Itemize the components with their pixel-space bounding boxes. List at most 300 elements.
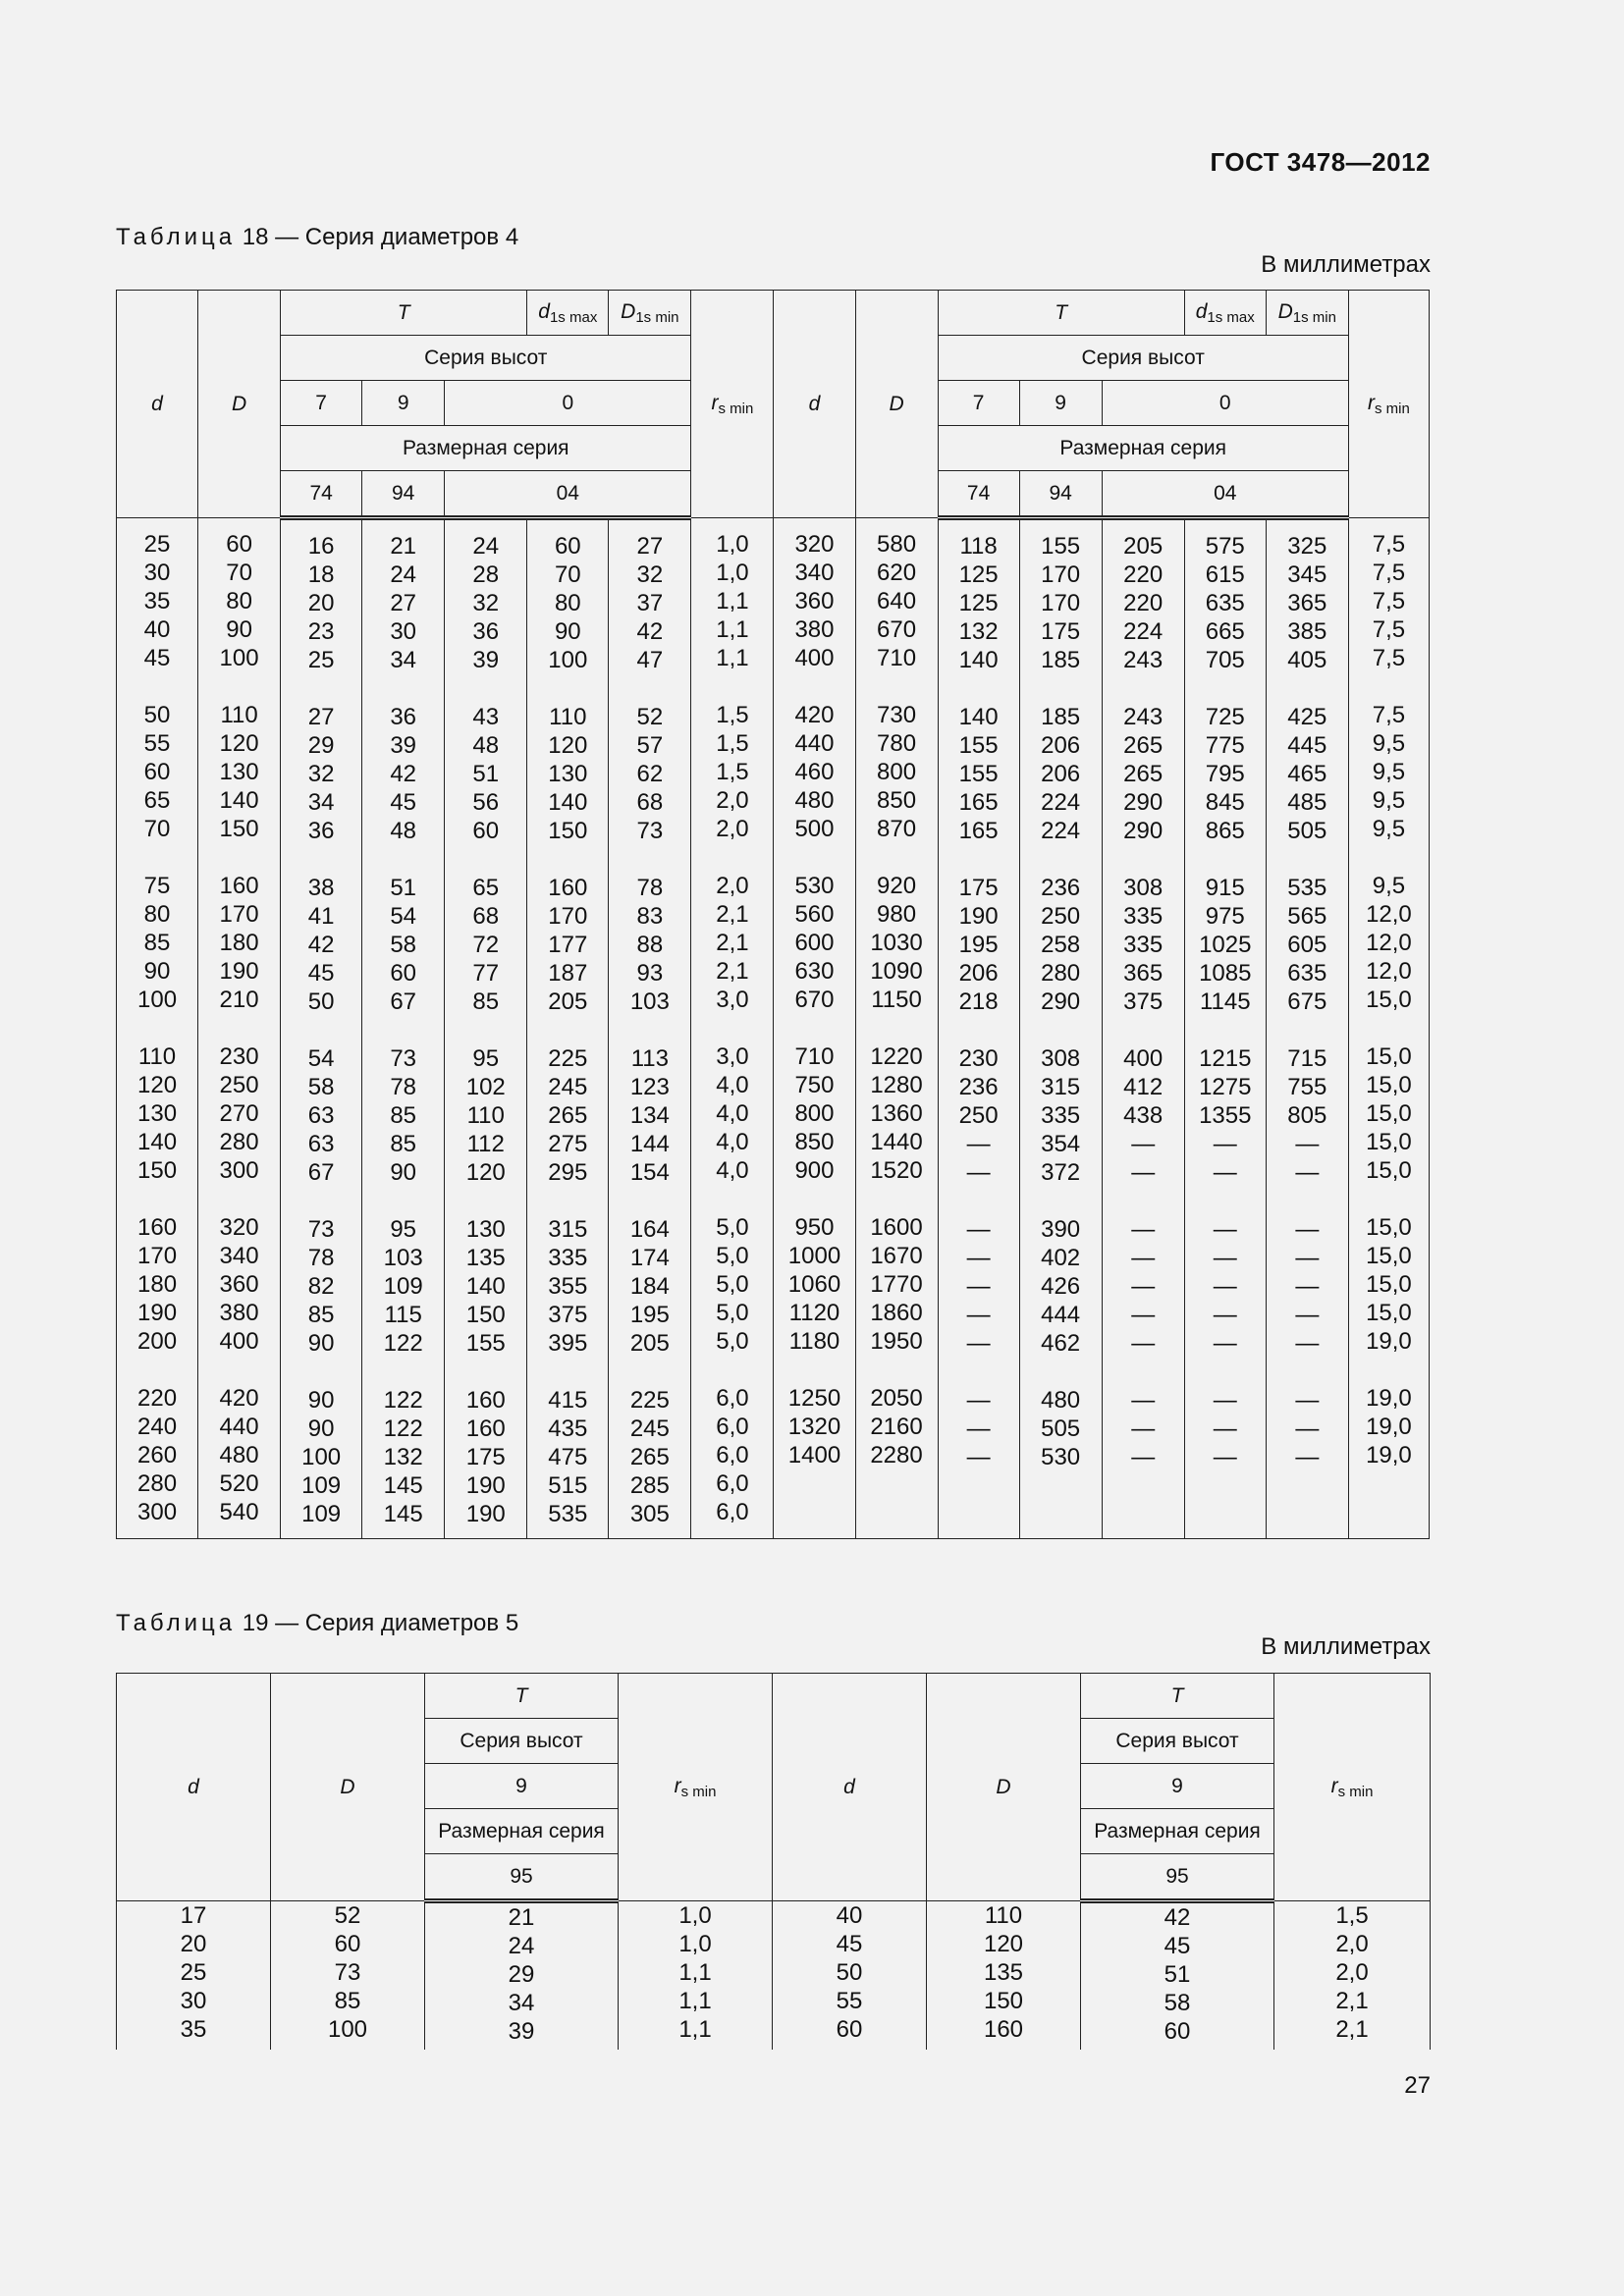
table-cell: 300 bbox=[137, 1499, 178, 1525]
table-cell: 57 bbox=[636, 732, 664, 759]
table-cell: 130 bbox=[137, 1100, 178, 1127]
table-cell: 620 bbox=[877, 560, 917, 586]
table-cell: 110 bbox=[220, 702, 258, 728]
table-cell: 505 bbox=[1287, 818, 1327, 844]
col-header-D: D bbox=[198, 291, 281, 518]
table-cell: 85 bbox=[390, 1131, 417, 1157]
t19-col-header-d-right: d bbox=[773, 1674, 927, 1901]
table-cell: 25 bbox=[307, 647, 335, 673]
table-cell: 130 bbox=[219, 759, 259, 785]
table-cell: 132 bbox=[383, 1444, 423, 1470]
table-cell: 35 bbox=[180, 2016, 207, 2043]
table-cell: 535 bbox=[548, 1501, 588, 1527]
table-cell: 165 bbox=[958, 818, 999, 844]
table-18 bbox=[116, 290, 1430, 1539]
t19-right-col-2 bbox=[1081, 1901, 1274, 2051]
table-cell: 2,1 bbox=[1335, 1988, 1369, 2014]
table-cell: 109 bbox=[301, 1472, 342, 1499]
table-cell: 220 bbox=[1123, 561, 1164, 588]
table-cell: 4,0 bbox=[716, 1100, 749, 1127]
table-cell: 9,5 bbox=[1372, 787, 1406, 814]
table-cell: 206 bbox=[958, 960, 999, 987]
table-cell: 15,0 bbox=[1366, 1100, 1412, 1127]
table-cell: 1,5 bbox=[716, 702, 749, 728]
table-cell: 130 bbox=[465, 1216, 506, 1243]
table-cell: 210 bbox=[219, 987, 259, 1013]
table-cell: 30 bbox=[180, 1988, 207, 2014]
height-series-7: 7 bbox=[281, 381, 362, 426]
table-cell: 120 bbox=[137, 1072, 178, 1098]
table-cell: 24 bbox=[390, 561, 417, 588]
table-cell: 335 bbox=[1123, 932, 1164, 958]
table-cell: 265 bbox=[629, 1444, 670, 1470]
table-cell: 12,0 bbox=[1366, 930, 1412, 956]
table-cell: 135 bbox=[465, 1245, 506, 1271]
table-cell: — bbox=[1213, 1415, 1237, 1442]
table-cell: 600 bbox=[794, 930, 835, 956]
table-cell: 6,0 bbox=[716, 1442, 749, 1468]
table-cell: — bbox=[1295, 1245, 1320, 1271]
table-cell: 1860 bbox=[870, 1300, 923, 1326]
table-cell: 540 bbox=[219, 1499, 259, 1525]
table-cell: 385 bbox=[1287, 618, 1327, 645]
height-series-header-right: Серия высот bbox=[938, 336, 1348, 381]
table-cell: 125 bbox=[958, 561, 999, 588]
table-cell: 28 bbox=[472, 561, 500, 588]
table-cell: 132 bbox=[958, 618, 999, 645]
table-cell: 475 bbox=[548, 1444, 588, 1470]
table-cell: 1280 bbox=[870, 1072, 923, 1098]
table-cell: 184 bbox=[629, 1273, 670, 1300]
table-cell: 480 bbox=[1041, 1387, 1081, 1414]
t18-right-col-1 bbox=[855, 518, 938, 1539]
table-cell: 80 bbox=[143, 901, 171, 928]
table-cell: 85 bbox=[334, 1988, 361, 2014]
table-cell: 58 bbox=[1164, 1990, 1191, 2016]
table-cell: — bbox=[1213, 1131, 1237, 1157]
table-cell: 60 bbox=[334, 1931, 361, 1957]
table-cell: 225 bbox=[548, 1045, 588, 1072]
col-header-d-right: d bbox=[774, 291, 855, 518]
table-cell: 90 bbox=[554, 618, 581, 645]
table-cell: 170 bbox=[137, 1243, 178, 1269]
table-cell: 20 bbox=[180, 1931, 207, 1957]
table-cell: 530 bbox=[1041, 1444, 1081, 1470]
table-cell: 175 bbox=[465, 1444, 506, 1470]
table-cell: 7,5 bbox=[1372, 702, 1406, 728]
table-cell: 850 bbox=[794, 1129, 835, 1155]
table-cell: 1085 bbox=[1199, 960, 1252, 987]
table-cell: 218 bbox=[958, 988, 999, 1015]
table-cell: 110 bbox=[984, 1902, 1023, 1929]
table-cell: — bbox=[1213, 1273, 1237, 1300]
table-cell: 975 bbox=[1205, 903, 1245, 930]
table-cell: 145 bbox=[383, 1472, 423, 1499]
table-cell: 780 bbox=[877, 730, 917, 757]
table-cell: 7,5 bbox=[1372, 560, 1406, 586]
table-cell: 1,1 bbox=[678, 1959, 712, 1986]
table-cell: 2,1 bbox=[716, 930, 749, 956]
size-series-header-right: Размерная серия bbox=[938, 426, 1348, 471]
table-cell: — bbox=[1295, 1216, 1320, 1243]
t18-right-col-0 bbox=[774, 518, 855, 1539]
table-cell: 325 bbox=[1287, 533, 1327, 560]
t18-left-col-2 bbox=[281, 518, 362, 1539]
table-cell: 27 bbox=[307, 704, 335, 730]
table-cell: 180 bbox=[137, 1271, 178, 1298]
table-cell: 280 bbox=[137, 1470, 178, 1497]
t19-col-header-D-right: D bbox=[927, 1674, 1081, 1901]
table-cell: 1145 bbox=[1199, 988, 1251, 1015]
t19-right-col-0 bbox=[773, 1901, 927, 2051]
table-cell: 18 bbox=[307, 561, 335, 588]
table-cell: — bbox=[966, 1131, 991, 1157]
table-cell: 340 bbox=[794, 560, 835, 586]
table-cell: 1520 bbox=[870, 1157, 923, 1184]
table-cell: 190 bbox=[219, 958, 259, 985]
table-cell: 109 bbox=[383, 1273, 423, 1300]
table-cell: 5,0 bbox=[716, 1243, 749, 1269]
table-cell: — bbox=[1131, 1387, 1156, 1414]
table-cell: 112 bbox=[466, 1131, 505, 1157]
page-number: 27 bbox=[1404, 2072, 1431, 2099]
table-cell: 27 bbox=[636, 533, 664, 560]
table-cell: 400 bbox=[794, 645, 835, 671]
height-series-0-right: 0 bbox=[1102, 381, 1348, 426]
table-cell: 380 bbox=[794, 616, 835, 643]
size-series-74-right: 74 bbox=[938, 471, 1019, 518]
table-cell: 300 bbox=[219, 1157, 259, 1184]
table-cell: 1120 bbox=[788, 1300, 840, 1326]
table-cell: 6,0 bbox=[716, 1385, 749, 1412]
col-header-d: d bbox=[117, 291, 198, 518]
table-cell: 80 bbox=[226, 588, 252, 614]
table-cell: — bbox=[1213, 1302, 1237, 1328]
table-cell: — bbox=[1131, 1131, 1156, 1157]
table-cell: 16 bbox=[307, 533, 335, 560]
table-cell: 4,0 bbox=[716, 1129, 749, 1155]
table-cell: 205 bbox=[548, 988, 588, 1015]
table-cell: 78 bbox=[390, 1074, 417, 1100]
table-cell: 160 bbox=[465, 1415, 506, 1442]
table-cell: 345 bbox=[1287, 561, 1327, 588]
col-header-T: T bbox=[281, 291, 527, 336]
table-cell: 2,0 bbox=[716, 787, 749, 814]
table-cell: 360 bbox=[219, 1271, 259, 1298]
table-cell: 9,5 bbox=[1372, 816, 1406, 842]
table-cell: 155 bbox=[465, 1330, 506, 1357]
table-cell: 1,5 bbox=[1335, 1902, 1369, 1929]
table-cell: 950 bbox=[794, 1214, 835, 1241]
table-cell: 100 bbox=[219, 645, 259, 671]
table-19-units: В миллиметрах bbox=[1261, 1633, 1431, 1660]
table-cell: 438 bbox=[1123, 1102, 1164, 1129]
t18-right-col-4 bbox=[1102, 518, 1184, 1539]
height-series-header: Серия высот bbox=[281, 336, 691, 381]
table-cell: 110 bbox=[137, 1043, 177, 1070]
t18-left-col-1 bbox=[198, 518, 281, 1539]
table-cell: 485 bbox=[1287, 789, 1327, 816]
table-cell: 34 bbox=[307, 789, 335, 816]
table-cell: 51 bbox=[1164, 1961, 1191, 1988]
height-series-7-right: 7 bbox=[938, 381, 1019, 426]
table-cell: 480 bbox=[219, 1442, 259, 1468]
table-cell: 95 bbox=[390, 1216, 417, 1243]
table-cell: 185 bbox=[1041, 647, 1081, 673]
table-cell: 50 bbox=[836, 1959, 863, 1986]
table-cell: 73 bbox=[390, 1045, 417, 1072]
t18-left-col-3 bbox=[362, 518, 445, 1539]
table-cell: — bbox=[1131, 1444, 1156, 1470]
standard-designation: ГОСТ 3478—2012 bbox=[1210, 147, 1431, 177]
table-cell: 280 bbox=[1041, 960, 1081, 987]
table-cell: 1950 bbox=[870, 1328, 923, 1355]
table-cell: 390 bbox=[1041, 1216, 1081, 1243]
height-series-9-right: 9 bbox=[1019, 381, 1102, 426]
table-cell: 170 bbox=[1041, 561, 1081, 588]
table-cell: 73 bbox=[307, 1216, 335, 1243]
table-cell: 80 bbox=[554, 590, 581, 616]
table-cell: 154 bbox=[629, 1159, 670, 1186]
table-cell: 100 bbox=[548, 647, 588, 673]
col-header-D1s-min: $D_{1s min}$ bbox=[609, 291, 691, 336]
table-cell: 2,0 bbox=[716, 816, 749, 842]
table-cell: 290 bbox=[1123, 818, 1164, 844]
table-cell: 335 bbox=[1041, 1102, 1081, 1129]
table-cell: 118 bbox=[959, 533, 998, 560]
table-cell: 42 bbox=[307, 932, 335, 958]
table-cell: 1180 bbox=[788, 1328, 840, 1355]
table-cell: 72 bbox=[472, 932, 500, 958]
table-cell: 90 bbox=[226, 616, 252, 643]
table-cell: 67 bbox=[307, 1159, 335, 1186]
table-cell: 220 bbox=[137, 1385, 178, 1412]
col-header-rs-min: $r_{s min}$ bbox=[691, 291, 774, 518]
table-cell: 5,0 bbox=[716, 1300, 749, 1326]
table-cell: 39 bbox=[472, 647, 500, 673]
table-cell: 2,1 bbox=[1335, 2016, 1369, 2043]
table-cell: 100 bbox=[137, 987, 178, 1013]
table-cell: 465 bbox=[1287, 761, 1327, 787]
table-cell: 4,0 bbox=[716, 1157, 749, 1184]
table-cell: 380 bbox=[219, 1300, 259, 1326]
t18-right-col-7 bbox=[1348, 518, 1429, 1539]
table-cell: 243 bbox=[1123, 704, 1164, 730]
table-cell: 32 bbox=[472, 590, 500, 616]
table-cell: 710 bbox=[877, 645, 917, 671]
table-cell: 60 bbox=[143, 759, 171, 785]
table-cell: 130 bbox=[548, 761, 588, 787]
col-header-rs-min-right: $r_{s min}$ bbox=[1348, 291, 1429, 518]
table-cell: 85 bbox=[143, 930, 171, 956]
table-cell: 340 bbox=[219, 1243, 259, 1269]
t18-left-col-6 bbox=[609, 518, 691, 1539]
t19-col-header-d: d bbox=[117, 1674, 271, 1901]
table-cell: 90 bbox=[307, 1330, 335, 1357]
table-cell: 426 bbox=[1041, 1273, 1081, 1300]
table-cell: 12,0 bbox=[1366, 901, 1412, 928]
table-cell: 15,0 bbox=[1366, 1271, 1412, 1298]
table-cell: 68 bbox=[636, 789, 664, 816]
table-cell: 335 bbox=[1123, 903, 1164, 930]
table-19 bbox=[116, 1673, 1431, 2050]
table-cell: 134 bbox=[629, 1102, 670, 1129]
table-cell: 915 bbox=[1205, 875, 1245, 901]
table-cell: 42 bbox=[636, 618, 664, 645]
table-cell: 135 bbox=[983, 1959, 1024, 1986]
height-series-0: 0 bbox=[445, 381, 691, 426]
table-cell: 164 bbox=[629, 1216, 670, 1243]
table-cell: 1,0 bbox=[678, 1902, 712, 1929]
table-cell: 1060 bbox=[787, 1271, 841, 1298]
table-cell: 15,0 bbox=[1366, 1157, 1412, 1184]
table-cell: 320 bbox=[219, 1214, 259, 1241]
table-cell: 1,0 bbox=[716, 531, 749, 558]
table-18-title-prefix: Таблица bbox=[116, 224, 237, 250]
table-cell: — bbox=[966, 1415, 991, 1442]
table-cell: 6,0 bbox=[716, 1470, 749, 1497]
col-header-d1s-max-right: $d_{1s max}$ bbox=[1184, 291, 1266, 336]
table-cell: 140 bbox=[465, 1273, 506, 1300]
table-cell: 375 bbox=[1123, 988, 1164, 1015]
col-header-D1s-min-right: $D_{1s min}$ bbox=[1266, 291, 1348, 336]
table-cell: 60 bbox=[226, 531, 252, 558]
table-cell: 800 bbox=[877, 759, 917, 785]
table-cell: 365 bbox=[1123, 960, 1164, 987]
table-cell: 70 bbox=[226, 560, 252, 586]
t19-size-series-95: 95 bbox=[425, 1854, 619, 1901]
table-cell: 1400 bbox=[787, 1442, 841, 1468]
table-cell: 795 bbox=[1205, 761, 1245, 787]
table-cell: 29 bbox=[307, 732, 335, 759]
table-cell: 56 bbox=[472, 789, 500, 816]
table-cell: 308 bbox=[1041, 1045, 1081, 1072]
table-cell: 122 bbox=[383, 1330, 423, 1357]
table-cell: 605 bbox=[1287, 932, 1327, 958]
table-cell: 144 bbox=[629, 1131, 670, 1157]
table-cell: 980 bbox=[877, 901, 917, 928]
table-cell: 865 bbox=[1205, 818, 1245, 844]
table-cell: 24 bbox=[472, 533, 500, 560]
table-cell: 41 bbox=[307, 903, 335, 930]
table-cell: 36 bbox=[307, 818, 335, 844]
t19-size-series-95-right: 95 bbox=[1081, 1854, 1274, 1901]
table-cell: — bbox=[1295, 1131, 1320, 1157]
table-cell: 285 bbox=[629, 1472, 670, 1499]
table-cell: 195 bbox=[958, 932, 999, 958]
table-cell: 245 bbox=[548, 1074, 588, 1100]
table-cell: 462 bbox=[1041, 1330, 1081, 1357]
table-cell: 775 bbox=[1205, 732, 1245, 759]
table-cell: 85 bbox=[390, 1102, 417, 1129]
table-cell: 140 bbox=[548, 789, 588, 816]
table-cell: 48 bbox=[390, 818, 417, 844]
table-cell: 335 bbox=[548, 1245, 588, 1271]
table-cell: 800 bbox=[794, 1100, 835, 1127]
table-cell: 190 bbox=[465, 1472, 506, 1499]
table-cell: 170 bbox=[1041, 590, 1081, 616]
table-cell: 2,0 bbox=[716, 873, 749, 899]
table-cell: 12,0 bbox=[1366, 958, 1412, 985]
table-cell: 6,0 bbox=[716, 1499, 749, 1525]
table-cell: 15,0 bbox=[1366, 1043, 1412, 1070]
table-cell: 440 bbox=[794, 730, 835, 757]
table-cell: 1090 bbox=[870, 958, 923, 985]
table-cell: — bbox=[1131, 1302, 1156, 1328]
table-cell: 160 bbox=[983, 2016, 1024, 2043]
table-cell: 530 bbox=[794, 873, 835, 899]
table-cell: 29 bbox=[508, 1961, 535, 1988]
table-cell: 15,0 bbox=[1366, 1072, 1412, 1098]
table-cell: 372 bbox=[1041, 1159, 1081, 1186]
table-cell: 5,0 bbox=[716, 1271, 749, 1298]
table-cell: 3,0 bbox=[716, 987, 749, 1013]
table-cell: 68 bbox=[472, 903, 500, 930]
table-cell: — bbox=[1295, 1159, 1320, 1186]
table-cell: — bbox=[1213, 1216, 1237, 1243]
table-cell: 2280 bbox=[870, 1442, 923, 1468]
table-cell: 109 bbox=[301, 1501, 342, 1527]
table-19-title bbox=[116, 1610, 518, 1637]
table-cell: 34 bbox=[508, 1990, 535, 2016]
table-cell: 565 bbox=[1287, 903, 1327, 930]
table-cell: 420 bbox=[794, 702, 835, 728]
size-series-04: 04 bbox=[445, 471, 691, 518]
table-cell: — bbox=[1213, 1330, 1237, 1357]
table-cell: 39 bbox=[390, 732, 417, 759]
table-cell: 70 bbox=[143, 816, 171, 842]
table-cell: 58 bbox=[390, 932, 417, 958]
table-cell: 140 bbox=[137, 1129, 178, 1155]
table-cell: — bbox=[1295, 1387, 1320, 1414]
table-cell: 15,0 bbox=[1366, 1129, 1412, 1155]
table-cell: 67 bbox=[390, 988, 417, 1015]
table-cell: 280 bbox=[219, 1129, 259, 1155]
table-cell: 520 bbox=[219, 1470, 259, 1497]
t19-left-col-1 bbox=[271, 1901, 425, 2051]
table-cell: — bbox=[966, 1330, 991, 1357]
table-cell: 51 bbox=[472, 761, 500, 787]
t18-right-col-6 bbox=[1266, 518, 1348, 1539]
table-cell: 25 bbox=[143, 531, 171, 558]
table-cell: 670 bbox=[794, 987, 835, 1013]
table-cell: 270 bbox=[219, 1100, 259, 1127]
table-cell: 1440 bbox=[870, 1129, 923, 1155]
table-cell: 100 bbox=[301, 1444, 342, 1470]
table-cell: 36 bbox=[472, 618, 500, 645]
table-cell: — bbox=[1295, 1302, 1320, 1328]
t19-right-col-3 bbox=[1274, 1901, 1431, 2051]
table-cell: 115 bbox=[384, 1302, 422, 1328]
table-cell: — bbox=[1295, 1330, 1320, 1357]
table-cell: 445 bbox=[1287, 732, 1327, 759]
table-cell: 24 bbox=[508, 1933, 535, 1959]
table-cell: 103 bbox=[383, 1245, 423, 1271]
table-cell: 190 bbox=[465, 1501, 506, 1527]
table-cell: 240 bbox=[137, 1414, 178, 1440]
t18-left-col-4 bbox=[445, 518, 527, 1539]
table-cell: 2160 bbox=[870, 1414, 923, 1440]
t19-right-col-1 bbox=[927, 1901, 1081, 2051]
table-cell: 515 bbox=[548, 1472, 588, 1499]
t18-left-col-5 bbox=[527, 518, 609, 1539]
table-18-body-row bbox=[117, 518, 1430, 1539]
table-cell: 42 bbox=[390, 761, 417, 787]
table-cell: 15,0 bbox=[1366, 1243, 1412, 1269]
table-cell: 177 bbox=[548, 932, 588, 958]
table-cell: 9,5 bbox=[1372, 759, 1406, 785]
table-cell: 30 bbox=[390, 618, 417, 645]
